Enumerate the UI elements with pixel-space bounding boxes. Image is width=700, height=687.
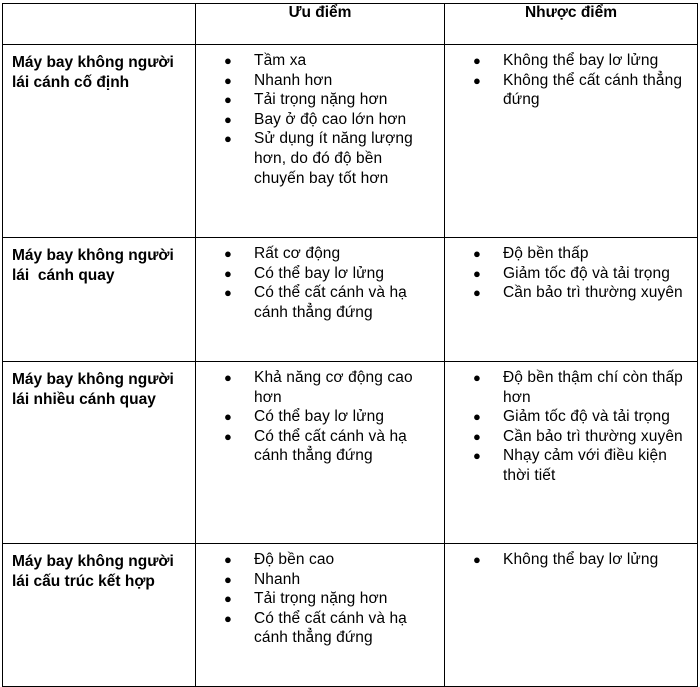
list-item-text: Tải trọng nặng hơn bbox=[254, 91, 388, 109]
list-item-text: Có thể bay lơ lửng bbox=[254, 408, 385, 426]
list-item: ● Không thể bay lơ lửng bbox=[473, 551, 659, 568]
list-item: ● Có thể bay lơ lửng bbox=[224, 408, 385, 426]
header-row bbox=[3, 4, 698, 45]
list-item: ● Độ bền thậm chí còn thấp hơn bbox=[473, 369, 683, 406]
list-item-text: Nhanh hơn bbox=[254, 71, 333, 89]
table-row bbox=[3, 238, 698, 362]
list-item-text: Rất cơ động bbox=[254, 245, 341, 262]
list-item-text: Có thể bay lơ lửng bbox=[254, 264, 385, 282]
list-item-text: Độ bền thậm chí còn thấp hơn bbox=[503, 369, 683, 406]
comparison-table bbox=[2, 3, 698, 687]
pros-cell bbox=[196, 362, 445, 544]
list-item-text: Giảm tốc độ và tải trọng bbox=[503, 264, 670, 282]
cons-cell bbox=[445, 362, 698, 544]
pros-list bbox=[196, 45, 444, 188]
row-label-rotary-wing: Máy bay không người lái cánh quay bbox=[3, 238, 196, 362]
list-item: ● Độ bền cao bbox=[224, 551, 335, 568]
list-item-text: Không thể cất cánh thẳng đứng bbox=[503, 71, 683, 109]
list-item: ● Có thể cất cánh và hạ cánh thẳng đứng bbox=[224, 284, 407, 321]
pros-cell bbox=[196, 544, 445, 687]
list-item-text: Có thể cất cánh và hạ cánh thẳng đứng bbox=[254, 609, 407, 647]
row-label-hybrid: Máy bay không người lái cấu trúc kết hợp bbox=[3, 544, 196, 687]
list-item-text: Tải trọng nặng hơn bbox=[254, 590, 388, 608]
list-item-text: Có thể cất cánh và hạ cánh thẳng đứng bbox=[254, 284, 407, 321]
cons-list bbox=[445, 362, 697, 486]
row-label-multi-rotor: Máy bay không người lái nhiều cánh quay bbox=[3, 362, 196, 544]
list-item: ● Có thể cất cánh và hạ cánh thẳng đứng bbox=[224, 427, 407, 465]
list-item-text: Sử dụng ít năng lượng hơn, do đó độ bền chuyến bay tốt hơn bbox=[254, 130, 413, 187]
list-item: ● Tầm xa bbox=[224, 52, 307, 69]
list-item: ● Sử dụng ít năng lượng hơn, do đó độ bền chuyến bay tốt hơn bbox=[224, 130, 413, 187]
pros-list bbox=[196, 238, 444, 322]
header-pros: Ưu điểm bbox=[196, 4, 445, 45]
list-item-text: Giảm tốc độ và tải trọng bbox=[503, 408, 670, 426]
list-item: ● Nhanh hơn bbox=[224, 71, 333, 89]
list-item-text: Nhanh bbox=[254, 570, 301, 588]
list-item: ● Giảm tốc độ và tải trọng bbox=[473, 264, 670, 282]
list-item: ● Bay ở độ cao lớn hơn bbox=[224, 110, 407, 128]
list-item: ● Không thể bay lơ lửng bbox=[473, 52, 659, 69]
pros-cell bbox=[196, 238, 445, 362]
list-item: ● Giảm tốc độ và tải trọng bbox=[473, 408, 670, 426]
list-item-text: Tầm xa bbox=[254, 52, 307, 69]
list-item-text: Nhạy cảm với điều kiện thời tiết bbox=[503, 447, 667, 484]
list-item: ● Cần bảo trì thường xuyên bbox=[473, 284, 683, 302]
pros-list bbox=[196, 544, 444, 648]
list-item: ● Khả năng cơ động cao hơn bbox=[224, 369, 413, 406]
pros-list bbox=[196, 362, 444, 466]
cons-cell bbox=[445, 544, 698, 687]
list-item-text: Cần bảo trì thường xuyên bbox=[503, 284, 683, 302]
cons-list bbox=[445, 544, 697, 570]
list-item-text: Có thể cất cánh và hạ cánh thẳng đứng bbox=[254, 427, 407, 465]
cons-cell bbox=[445, 238, 698, 362]
pros-cell bbox=[196, 45, 445, 238]
list-item-text: Độ bền thấp bbox=[503, 245, 589, 262]
list-item-text: Bay ở độ cao lớn hơn bbox=[254, 110, 407, 128]
list-item-text: Không thể bay lơ lửng bbox=[503, 551, 659, 568]
list-item-text: Không thể bay lơ lửng bbox=[503, 52, 659, 69]
list-item: ● Tải trọng nặng hơn bbox=[224, 91, 388, 109]
list-item: ● Cần bảo trì thường xuyên bbox=[473, 427, 683, 445]
table-row bbox=[3, 544, 698, 687]
list-item-text: Cần bảo trì thường xuyên bbox=[503, 427, 683, 445]
list-item: ● Nhanh bbox=[224, 570, 301, 588]
list-item: ● Có thể bay lơ lửng bbox=[224, 264, 385, 282]
list-item: ● Độ bền thấp bbox=[473, 245, 589, 262]
list-item: ● Rất cơ động bbox=[224, 245, 341, 262]
cons-list bbox=[445, 45, 697, 110]
list-item: ● Có thể cất cánh và hạ cánh thẳng đứng bbox=[224, 609, 407, 647]
row-label-fixed-wing: Máy bay không người lái cánh cố định bbox=[3, 45, 196, 238]
list-item: ● Không thể cất cánh thẳng đứng bbox=[473, 71, 683, 109]
table-row bbox=[3, 362, 698, 544]
list-item-text: Độ bền cao bbox=[254, 551, 335, 568]
header-empty-cell bbox=[3, 4, 196, 45]
list-item: ● Tải trọng nặng hơn bbox=[224, 590, 388, 608]
cons-list bbox=[445, 238, 697, 303]
header-cons: Nhược điểm bbox=[445, 4, 698, 45]
list-item: ● Nhạy cảm với điều kiện thời tiết bbox=[473, 447, 667, 484]
cons-cell bbox=[445, 45, 698, 238]
list-item-text: Khả năng cơ động cao hơn bbox=[254, 369, 413, 406]
table-row bbox=[3, 45, 698, 238]
